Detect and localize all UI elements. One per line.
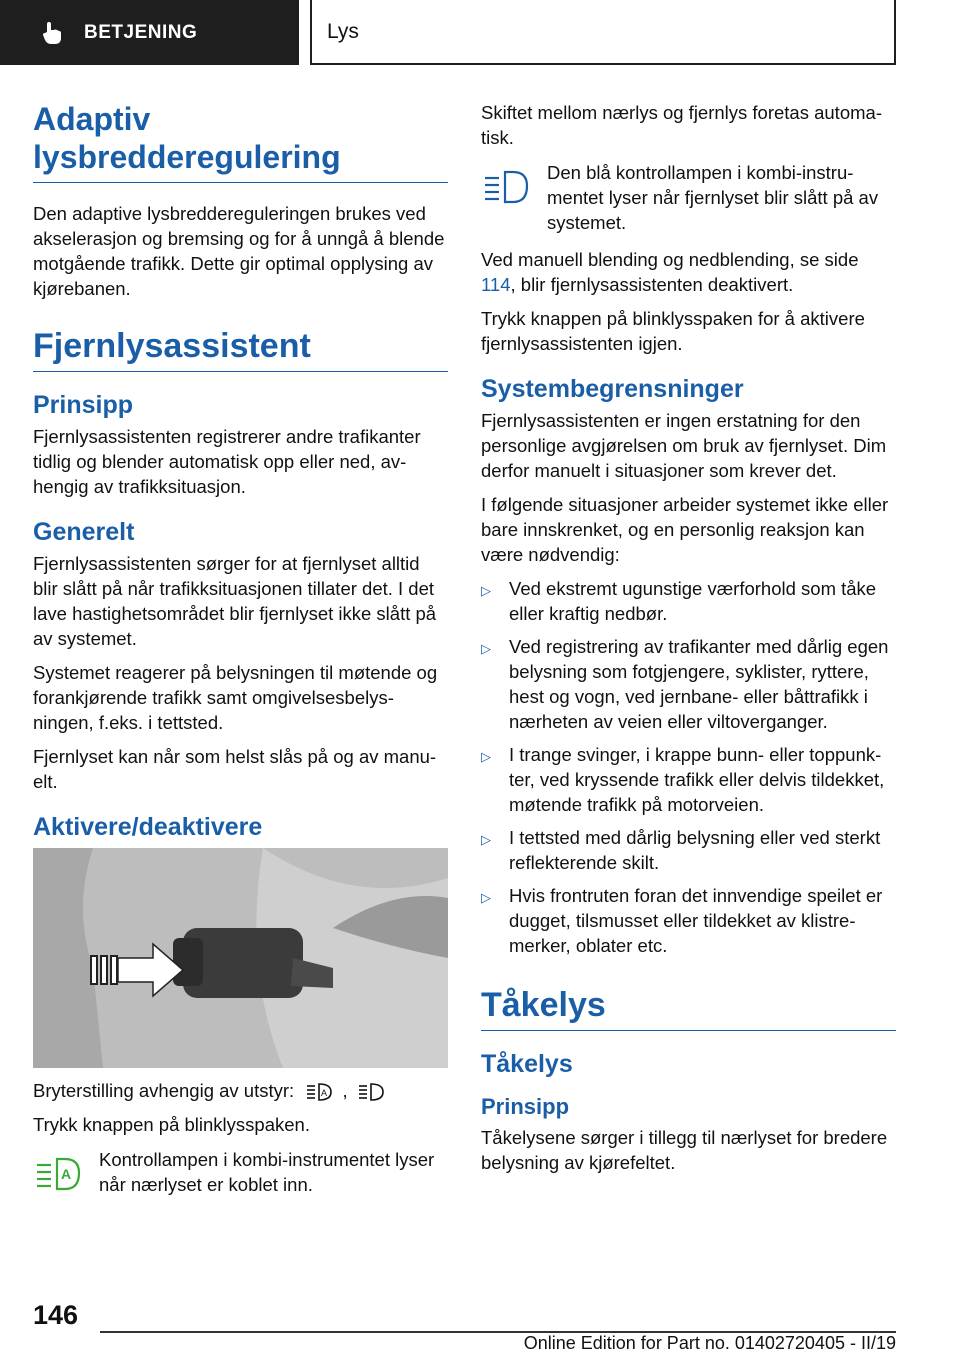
paragraph-adaptive: Den adaptive lysbreddereguleringen brukes ved akselerasjon og bremsing og for å unngå å blende motgående trafikk. Dette gir optimal opplysing av kjørebanen. xyxy=(33,203,445,299)
hand-pointer-icon xyxy=(40,20,66,46)
paragraph-generelt-2: Systemet reagerer på belysningen til møtende og forankjørende trafikk samt omgivelsesbelysningen, f.eks. i tettsted. xyxy=(33,662,438,733)
list-item-text: I trange svinger, i krappe bunn- eller toppunkter, ved kryssende trafikk eller delvis tildekket, møtende trafikk på motorveien. xyxy=(509,744,885,815)
low-beam-assist-indicator-icon xyxy=(33,1153,85,1195)
paragraph-generelt-1: Fjernlysassistenten sørger for at fjernlyset alltid blir slått på når trafikksituasjonen tillater det. I det lave hastighetsområdet blir fjernlyset ikke slått på av systemet. xyxy=(33,553,437,649)
svg-text:A: A xyxy=(61,1166,72,1183)
heading-adaptive: Adaptiv lysbredderegulering xyxy=(33,100,448,183)
paragraph-trykk-aktivere: Trykk knappen på blinklysspaken for å aktivere fjernlysassistenten igjen. xyxy=(481,308,865,354)
paragraph-prinsipp: Fjernlysassistenten registrerer andre trafikanter tidlig og blender automatisk opp eller ned, avhengig av trafikksituasjon. xyxy=(33,426,421,497)
page-link-114[interactable]: 114 xyxy=(481,274,511,295)
heading-fjernlysassistent: Fjernlysassistent xyxy=(33,327,448,372)
list-item-text: Ved registrering av trafikanter med dårlig egen belysning som fotgjengere, syklister, ryttere, hest og vogn, ved jernbane- eller båttrafikk i nærheten av veien eller viltoverganger. xyxy=(509,636,889,732)
list-item xyxy=(481,883,896,958)
heading-aktivere: Aktivere/deaktivere xyxy=(33,813,263,841)
paragraph-bryterstilling xyxy=(33,1078,448,1103)
note-high-beam-indicator xyxy=(481,160,896,235)
heading-takelys: Tåkelys xyxy=(481,1050,573,1078)
list-item xyxy=(481,742,896,817)
right-column xyxy=(481,100,896,1184)
bryterstilling-separator: , xyxy=(342,1080,348,1101)
footer-edition: Online Edition for Part no. 01402720405 - II/19 xyxy=(523,1333,896,1353)
heading-systembegrensninger: Systembegrensninger xyxy=(481,375,744,403)
page-number: 146 xyxy=(33,1300,79,1330)
paragraph-generelt-3: Fjernlyset kan når som helst slås på og av manuelt. xyxy=(33,746,437,792)
bryterstilling-text: Bryterstilling avhengig av utstyr: xyxy=(33,1080,295,1101)
high-beam-indicator-icon xyxy=(481,166,533,208)
triangle-bullet-icon: ▷ xyxy=(481,583,491,598)
high-beam-icon xyxy=(357,1081,387,1103)
chapter-label: Lys xyxy=(327,19,359,43)
paragraph-systembegr-1: Fjernlysassistenten er ingen erstatning for den personlige avgjørelsen om bruk av fjernlyset. Dim derfor manuelt i situasjoner som krever det. xyxy=(481,410,887,481)
note-low-beam-text: Kontrollampen i kombi-instrumentet lyser når nærlyset er koblet inn. xyxy=(99,1149,435,1196)
turn-signal-stalk-image xyxy=(33,848,448,1068)
heading-generelt: Generelt xyxy=(33,518,135,546)
left-column xyxy=(33,100,448,1212)
limitations-list xyxy=(481,576,896,958)
triangle-bullet-icon: ▷ xyxy=(481,832,491,847)
triangle-bullet-icon: ▷ xyxy=(481,641,491,656)
stalk-illustration xyxy=(33,848,448,1068)
list-item xyxy=(481,825,896,875)
manuell-text-b: , blir fjernlysassistenten deaktivert. xyxy=(510,274,794,295)
heading-takelys-main: Tåkelys xyxy=(481,986,896,1031)
heading-prinsipp: Prinsipp xyxy=(33,391,134,419)
svg-text:A: A xyxy=(321,1088,328,1099)
triangle-bullet-icon: ▷ xyxy=(481,749,491,764)
list-item-text: Hvis frontruten foran det innvendige speilet er dugget, tilsmusset eller tildekket av klistremerker, oblater etc. xyxy=(509,885,883,956)
chapter-tab xyxy=(310,0,896,65)
manuell-text-a: Ved manuell blending og nedblending, se side xyxy=(481,249,859,270)
list-item xyxy=(481,634,896,734)
paragraph-takelys: Tåkelysene sørger i tillegg til nærlyset for bredere belysning av kjørefeltet. xyxy=(481,1127,888,1173)
section-tab xyxy=(0,0,299,65)
paragraph-manuell xyxy=(481,247,896,297)
list-item-text: I tettsted med dårlig belysning eller ved sterkt reflekterende skilt. xyxy=(509,827,881,873)
note-low-beam-indicator xyxy=(33,1147,448,1200)
section-label: BETJENING xyxy=(84,21,198,43)
list-item-text: Ved ekstremt ugunstige værforhold som tåke eller kraftig nedbør. xyxy=(509,578,877,624)
paragraph-skiftet: Skiftet mellom nærlys og fjernlys foretas automatisk. xyxy=(481,102,882,148)
paragraph-trykk-knappen: Trykk knappen på blinklysspaken. xyxy=(33,1114,310,1136)
paragraph-systembegr-2: I følgende situasjoner arbeider systemet ikke eller bare innskrenket, og en personlig reaksjon kan være nødvendig: xyxy=(481,494,889,565)
list-item xyxy=(481,576,896,626)
high-beam-assist-icon xyxy=(305,1081,337,1103)
note-high-beam-text: Den blå kontrollampen i kombi-instrumentet lyser når fjernlyset blir slått på av systemet. xyxy=(547,162,879,233)
triangle-bullet-icon: ▷ xyxy=(481,890,491,905)
heading-prinsipp-takelys: Prinsipp xyxy=(481,1094,570,1119)
